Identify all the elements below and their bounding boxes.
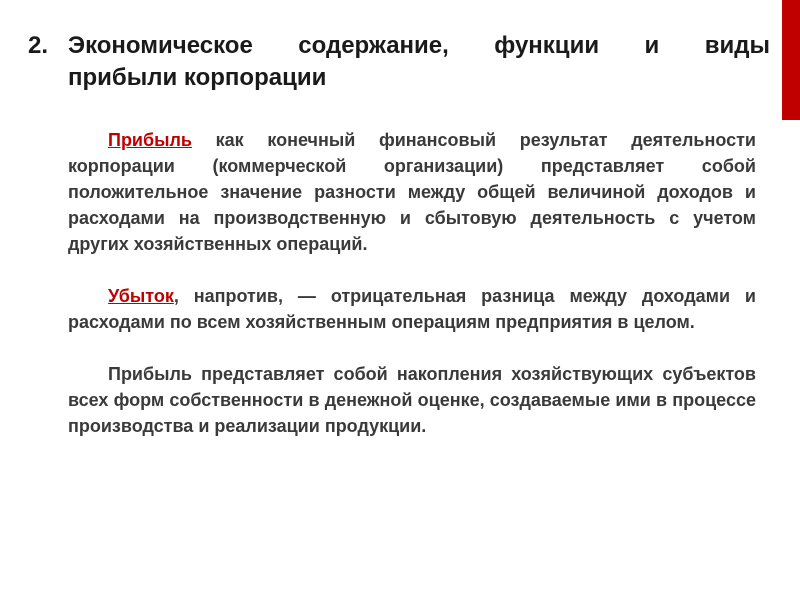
paragraph-profit-definition (68, 127, 756, 257)
paragraph-profit-accumulation (68, 361, 756, 439)
slide-body (68, 127, 756, 465)
accent-bar (782, 0, 800, 120)
paragraph-loss-definition (68, 283, 756, 335)
slide-title-number: 2. (28, 32, 49, 59)
term-profit: Прибыль (108, 130, 192, 150)
slide-title-text-1: Экономическое содержание, функции и виды (68, 32, 770, 59)
paragraph-profit-text: как конечный финансовый результат деятельности корпорации (коммерческой организации) представляет собой положительное значение разности между общей величиной доходов и расходами на производственную и сбытовую деятельность с учетом других хозяйственных операций. (68, 130, 756, 254)
slide-title-line-2: прибыли корпорации (68, 64, 327, 91)
slide-title-line-1 (28, 30, 770, 62)
term-loss: Убыток (108, 286, 174, 306)
slide-title (28, 30, 770, 94)
paragraph-accumulation-text: Прибыль представляет собой накопления хозяйствующих субъектов всех форм собственности в денежной оценке, создаваемые ими в процессе производства и реализации продукции. (68, 364, 756, 436)
paragraph-loss-text: , напротив, — отрицательная разница между доходами и расходами по всем хозяйственным операциям предприятия в целом. (68, 286, 756, 332)
